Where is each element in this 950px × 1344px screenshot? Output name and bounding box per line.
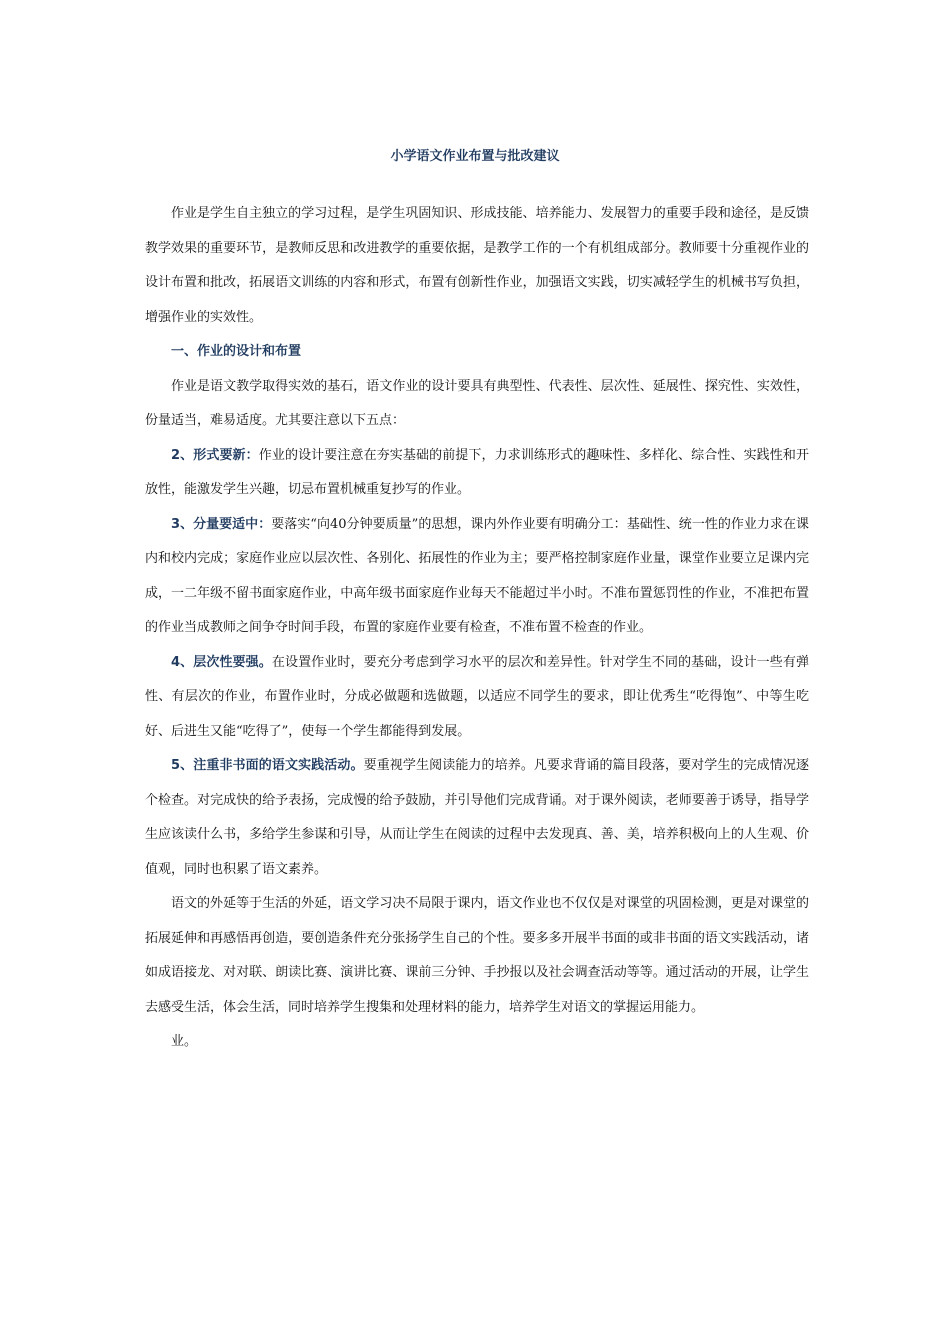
point-5-text: 要重视学生阅读能力的培养。凡要求背诵的篇目段落，要对学生的完成情况逐个检查。对完成快的给予表扬，完成慢的给予鼓励，并引导他们完成背诵。对于课外阅读，老师要善于诱导，指导学生应该读什么书，多给学生参谋和引导，从而让学生在阅读的过程中去发现真、善、美，培养积极向上的人生观、价值观，同时也积累了语文素养。 — [145, 758, 809, 877]
point-4-lead: 4、层次性要强。 — [171, 654, 272, 670]
section-heading: 一、作业的设计和布置 — [171, 344, 302, 359]
point-5-paragraph — [145, 749, 809, 887]
intro-paragraph: 作业是学生自主独立的学习过程，是学生巩固知识、形成技能、培养能力、发展智力的重要手段和途径，是反馈教学效果的重要环节，是教师反思和改进教学的重要依据，是教学工作的一个有机组成部分。教师要十分重视作业的设计布置和批改，拓展语文训练的内容和形式，布置有创新性作业，加强语文实践，切实减轻学生的机械书写负担，增强作业的实效性。 — [145, 206, 809, 325]
section-intro-paragraph: 作业是语文教学取得实效的基石，语文作业的设计要具有典型性、代表性、层次性、延展性、探究性、实效性，份量适当，难易适度。尤其要注意以下五点： — [145, 378, 809, 428]
point-5-lead: 5、注重非书面的语文实践活动。 — [171, 758, 364, 773]
point-2-text: 作业的设计要注意在夯实基础的前提下，力求训练形式的趣味性、多样化、综合性、实践性和开放性，能激发学生兴趣，切忌布置机械重复抄写的作业。 — [145, 447, 809, 497]
document-body — [145, 197, 809, 1060]
point-3-text: 要落实“向40分钟要质量”的思想，课内外作业要有明确分工：基础性、统一性的作业力求在课内和校内完成；家庭作业应以层次性、各别化、拓展性的作业为主；要严格控制家庭作业量，课堂作业要立足课内完成，一二年级不留书面家庭作业，中高年级书面家庭作业每天不能超过半小时。不准布置惩罚性的作业，不准把布置的作业当成教师之间争夺时间手段，布置的家庭作业要有检查，不准布置不检查的作业。 — [145, 516, 809, 635]
point-3-lead: 3、分量要适中： — [171, 516, 272, 532]
point-3-paragraph — [145, 508, 809, 646]
point-4-text: 在设置作业时，要充分考虑到学习水平的层次和差异性。针对学生不同的基础，设计一些有弹性、有层次的作业，布置作业时，分成必做题和选做题，以适应不同学生的要求，即让优秀生“吃得饱”、中等生吃好、后进生又能“吃得了”，使每一个学生都能得到发展。 — [145, 654, 809, 739]
point-4-paragraph — [145, 646, 809, 750]
document-title: 小学语文作业布置与批改建议 — [390, 149, 560, 164]
closing-paragraph: 语文的外延等于生活的外延，语文学习决不局限于课内，语文作业也不仅仅是对课堂的巩固检测，更是对课堂的拓展延伸和再感悟再创造，要创造条件充分张扬学生自己的个性。要多多开展半书面的或非书面的语文实践活动，诸如成语接龙、对对联、朗读比赛、演讲比赛、课前三分钟、手抄报以及社会调查活动等等。通过活动的开展，让学生去感受生活，体会生活，同时培养学生搜集和处理材料的能力，培养学生对语文的掌握运用能力。 — [145, 896, 809, 1015]
point-2-paragraph — [145, 439, 809, 508]
point-2-lead: 2、形式要新： — [171, 447, 259, 463]
trailing-paragraph: 业。 — [171, 1034, 198, 1049]
